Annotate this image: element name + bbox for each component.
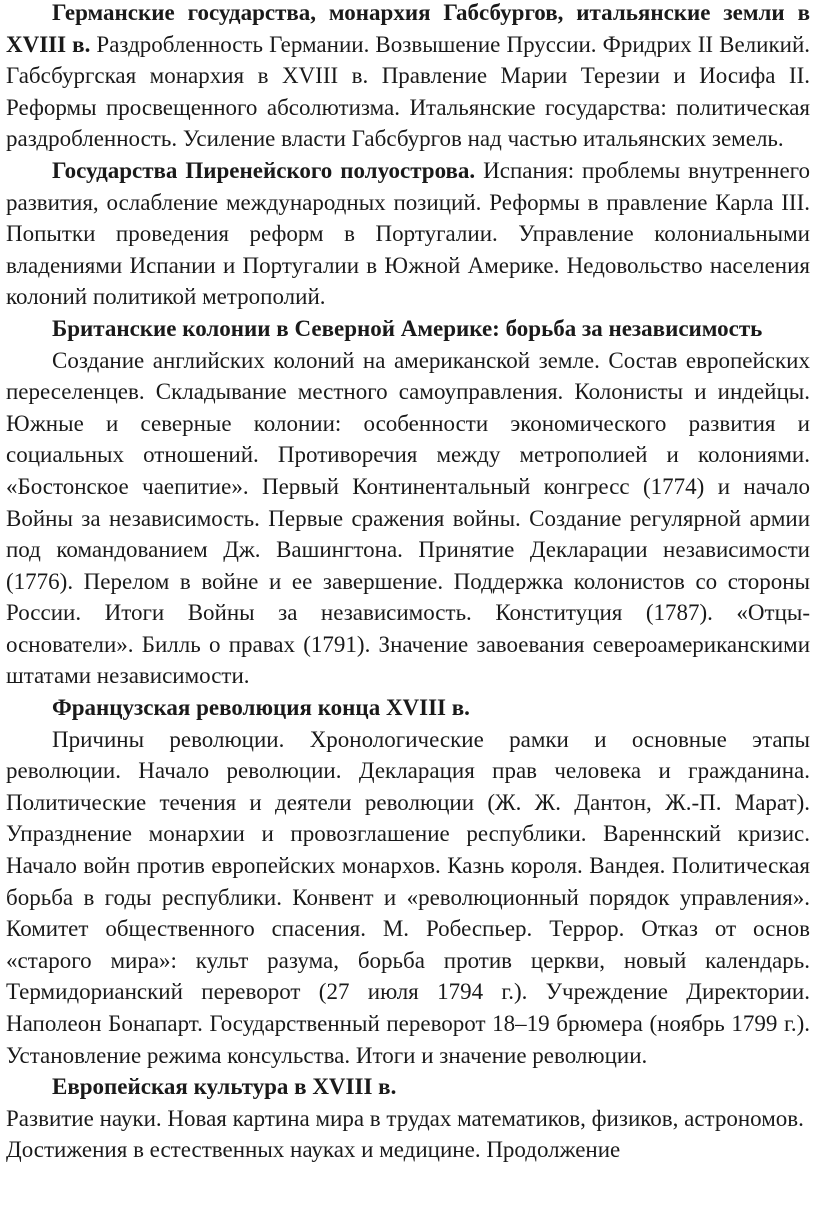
section-body: Развитие науки. Новая картина мира в трудах математиков, физиков, астрономов. Достижения в естественных науках и медицине. Продолжение: [6, 1105, 804, 1163]
section-body: Причины революции. Хронологические рамки и основные этапы революции. Начало революции. Декларация прав человека и гражданина. Политические течения и деятели революции (Ж. Ж. Дантон, Ж.-П. Марат). Упразднение монархии и провозглашение республики. Вареннский кризис. Начало войн против европейских монархов. Казнь короля. Вандея. Политическая борьба в годы республики. Конвент и «революционный порядок управления». Комитет общественного спасения. М. Робеспьер. Террор. Отказ от основ «старого мира»: культ разума, борьба против церкви, новый календарь. Термидорианский переворот (27 июля 1794 г.). Учреждение Директории. Наполеон Бонапарт. Государственный переворот 18–19 брюмера (ноябрь 1799 г.). Установление режима консульства. Итоги и значение революции.: [6, 726, 810, 1068]
section-body: Испания: проблемы внутреннего развития, ослабление международных позиций. Реформы в правление Карла III. Попытки проведения реформ в Португалии. Управление колониальными владениями Испании и Португалии в Южной Америке. Недовольство населения колоний политикой метрополий.: [6, 157, 811, 310]
section-heading: Германские государства, монархия Габсбургов, итальянские земли в XVIII в.: [6, 0, 810, 57]
section-german-states: [6, 0, 810, 155]
section-body: Создание английских колоний на американской земле. Состав европейских переселенцев. Складывание местного самоуправления. Колонисты и индейцы. Южные и северные колонии: особенности экономического развития и социальных отношений. Противоречия между метрополией и колониями. «Бостонское чаепитие». Первый Континентальный конгресс (1774) и начало Войны за независимость. Первые сражения войны. Создание регулярной армии под командованием Дж. Вашингтона. Принятие Декларации независимости (1776). Перелом в войне и ее завершение. Поддержка колонистов со стороны России. Итоги Войны за независимость. Конституция (1787). «Отцы-основатели». Билль о правах (1791). Значение завоевания североамериканскими штатами независимости.: [6, 347, 810, 689]
section-heading: Европейская культура в XVIII в.: [52, 1074, 397, 1100]
section-iberian-states: [6, 155, 810, 313]
section-heading: Государства Пиренейского полуострова.: [52, 157, 476, 183]
section-body: Раздробленность Германии. Возвышение Пруссии. Фридрих II Великий. Габсбургская монархия в XVIII в. Правление Марии Терезии и Иосифа II. Реформы просвещенного абсолютизма. Итальянские государства: политическая раздробленность. Усиление власти Габсбургов над частью итальянских земель.: [6, 31, 810, 152]
section-heading: Британские колонии в Северной Америке: борьба за независимость: [52, 315, 763, 341]
section-heading: Французская революция конца XVIII в.: [52, 695, 470, 721]
